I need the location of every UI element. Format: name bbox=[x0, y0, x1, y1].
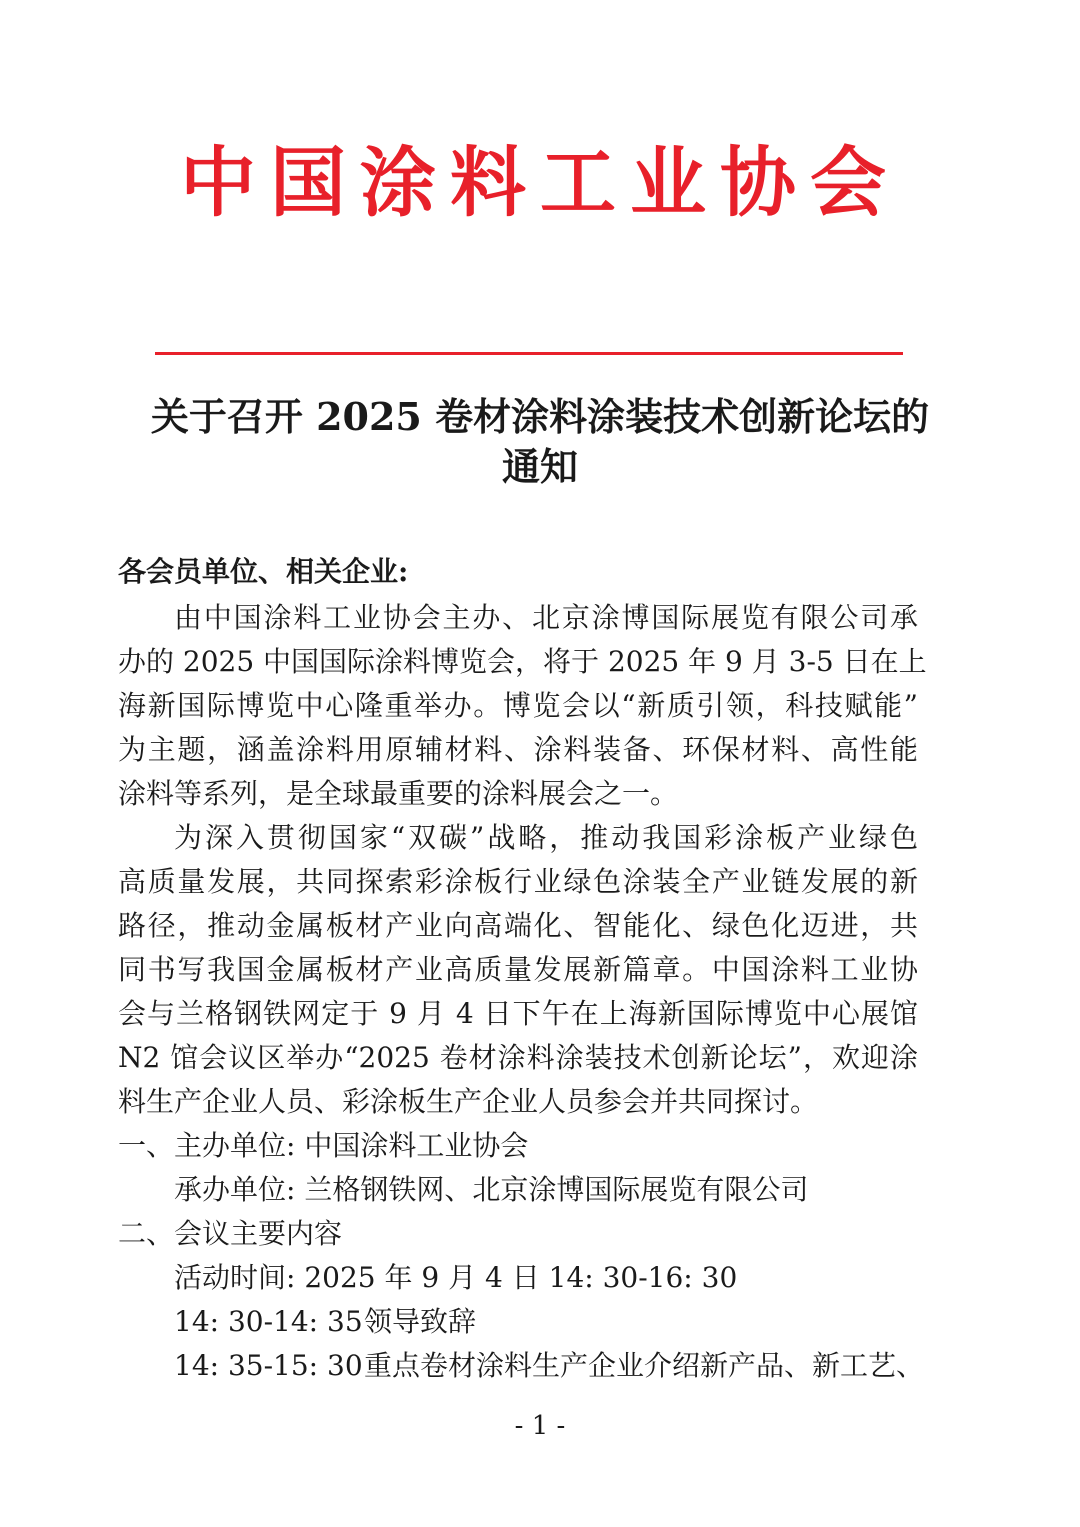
paragraph-1-line: 涂料等系列，是全球最重要的涂料展会之一。 bbox=[118, 777, 679, 810]
page-number: - 1 - bbox=[514, 1411, 566, 1441]
schedule-item: 重点卷材涂料生产企业介绍新产品、新工艺、 bbox=[364, 1349, 925, 1382]
event-time-line: 活动时间: 2025 年 9 月 4 日 14: 30-16: 30 bbox=[174, 1261, 738, 1294]
paragraph-2-line: 料生产企业人员、彩涂板生产企业人员参会并共同探讨。 bbox=[118, 1085, 819, 1118]
paragraph-1-line: 由中国涂料工业协会主办、北京涂博国际展览有限公司承 bbox=[174, 601, 918, 634]
paragraph-1-line: 办的 2025 中国国际涂料博览会，将于 2025 年 9 月 3-5 日在上 bbox=[118, 645, 927, 678]
paragraph-1-line: 为主题，涵盖涂料用原辅材料、涂料装备、环保材料、高性能 bbox=[118, 733, 918, 766]
schedule-item: 领导致辞 bbox=[364, 1305, 477, 1338]
paragraph-2-line: 高质量发展，共同探索彩涂板行业绿色涂装全产业链发展的新 bbox=[118, 865, 918, 898]
issuing-organization-header: 中国涂料工业协会 bbox=[180, 138, 900, 227]
paragraph-2-line: N2 馆会议区举办“2025 卷材涂料涂装技术创新论坛”，欢迎涂 bbox=[118, 1041, 918, 1074]
salutation: 各会员单位、相关企业: bbox=[118, 555, 409, 588]
schedule-time: 14: 30-14: 35 bbox=[174, 1305, 363, 1338]
document-title-line-1: 关于召开 2025 卷材涂料涂装技术创新论坛的 bbox=[150, 394, 930, 439]
section-1-heading: 一、主办单位: 中国涂料工业协会 bbox=[118, 1129, 529, 1162]
schedule-row bbox=[174, 1302, 476, 1342]
header-divider-line bbox=[155, 352, 903, 355]
paragraph-1-line: 海新国际博览中心隆重举办。博览会以“新质引领，科技赋能” bbox=[118, 689, 918, 722]
section-2-heading: 二、会议主要内容 bbox=[118, 1217, 343, 1250]
paragraph-2-line: 会与兰格钢铁网定于 9 月 4 日下午在上海新国际博览中心展馆 bbox=[118, 997, 918, 1030]
paragraph-2-line: 同书写我国金属板材产业高质量发展新篇章。中国涂料工业协 bbox=[118, 953, 918, 986]
schedule-row bbox=[174, 1346, 924, 1386]
schedule-time: 14: 35-15: 30 bbox=[174, 1349, 363, 1382]
co-organizer-line: 承办单位: 兰格钢铁网、北京涂博国际展览有限公司 bbox=[174, 1173, 809, 1206]
paragraph-2-line: 路径，推动金属板材产业向高端化、智能化、绿色化迈进，共 bbox=[118, 909, 918, 942]
document-title-line-2: 通知 bbox=[501, 444, 578, 489]
paragraph-2-line: 为深入贯彻国家“双碳”战略，推动我国彩涂板产业绿色 bbox=[174, 821, 918, 854]
